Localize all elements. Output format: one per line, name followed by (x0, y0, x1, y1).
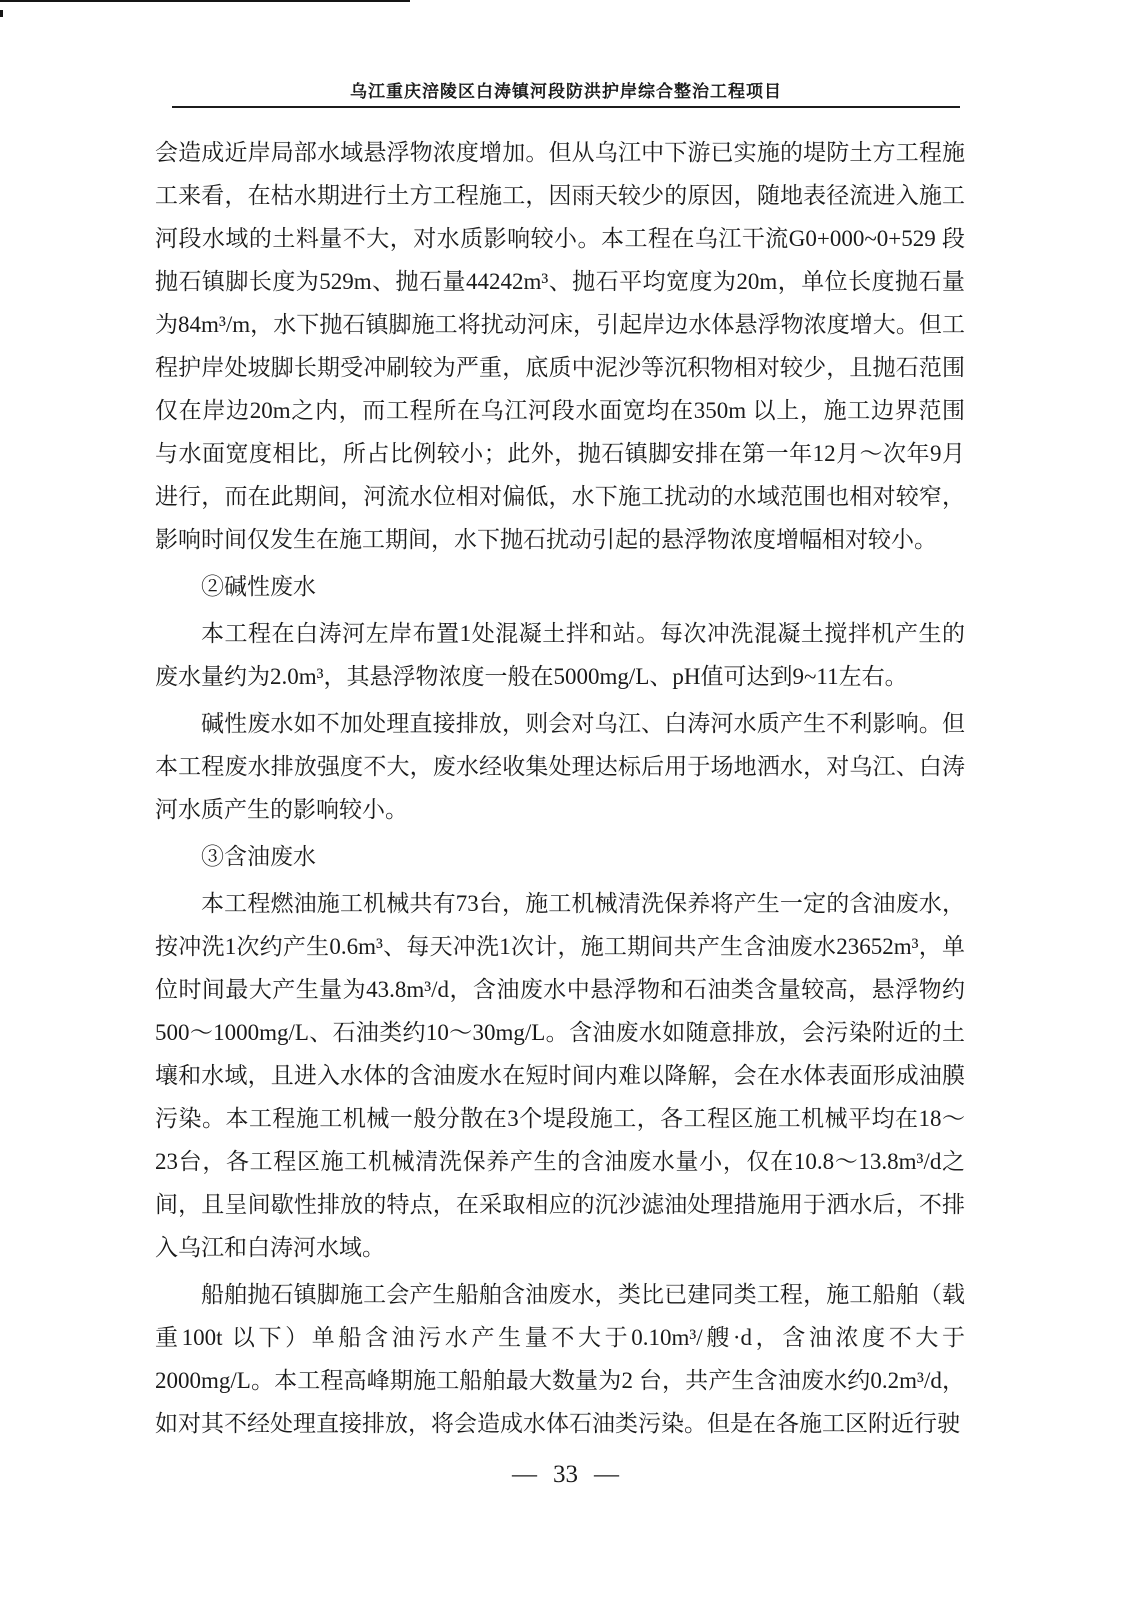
paragraph-alkaline-wastewater-impact: 碱性废水如不加处理直接排放，则会对乌江、白涛河水质产生不利影响。但本工程废水排放强度不大，废水经收集处理达标后用于场地洒水，对乌江、白涛河水质产生的影响较小。 (155, 711, 965, 822)
document-title: 乌江重庆涪陵区白涛镇河段防洪护岸综合整治工程项目 (350, 82, 782, 101)
page-number: 33 (553, 1461, 578, 1488)
document-body (155, 131, 965, 1449)
paragraph-ship-oily-wastewater: 船舶抛石镇脚施工会产生船舶含油废水，类比已建同类工程，施工船舶（载重100t 以下）单船含油污水产生量不大于0.10m³/艘·d，含油浓度不大于2000mg/L。本工程高峰期施工船舶最大数量为2 台，共产生含油废水约0.2m³/d，如对其不经处理直接排放，将会造成水体石油类污染。但是在各施工区附近行驶 (155, 1282, 965, 1436)
subsection-heading-alkaline-wastewater: ②碱性废水 (201, 574, 316, 599)
scan-artifact-left-edge (0, 10, 3, 17)
page-header (172, 82, 960, 108)
paragraph-suspended-solids-continuation: 会造成近岸局部水域悬浮物浓度增加。但从乌江中下游已实施的堤防土方工程施工来看，在枯水期进行土方工程施工，因雨天较少的原因，随地表径流进入施工河段水域的土料量不大，对水质影响较小。本工程在乌江干流G0+000~0+529 段抛石镇脚长度为529m、抛石量44242m³、抛石平均宽度为20m，单位长度抛石量为84m³/m，水下抛石镇脚施工将扰动河床，引起岸边水体悬浮物浓度增大。但工程护岸处坡脚长期受冲刷较为严重，底质中泥沙等沉积物相对较少，且抛石范围仅在岸边20m之内，而工程所在乌江河段水面宽均在350m 以上，施工边界范围与水面宽度相比，所占比例较小；此外，抛石镇脚安排在第一年12月～次年9月进行，而在此期间，河流水位相对偏低，水下施工扰动的水域范围也相对较窄，影响时间仅发生在施工期间，水下抛石扰动引起的悬浮物浓度增幅相对较小。 (155, 140, 965, 552)
page-footer (0, 1460, 1131, 1490)
scan-artifact-top-edge (0, 0, 410, 2)
subsection-heading-oily-wastewater: ③含油废水 (201, 844, 316, 869)
paragraph-machinery-oily-wastewater: 本工程燃油施工机械共有73台，施工机械清洗保养将产生一定的含油废水，按冲洗1次约产生0.6m³、每天冲洗1次计，施工期间共产生含油废水23652m³，单位时间最大产生量为43.8m³/d，含油废水中悬浮物和石油类含量较高，悬浮物约500～1000mg/L、石油类约10～30mg/L。含油废水如随意排放，会污染附近的土壤和水域，且进入水体的含油废水在短时间内难以降解，会在水体表面形成油膜污染。本工程施工机械一般分散在3个堤段施工，各工程区施工机械平均在18～23台，各工程区施工机械清洗保养产生的含油废水量小，仅在10.8～13.8m³/d之间，且呈间歇性排放的特点，在采取相应的沉沙滤油处理措施用于洒水后，不排入乌江和白涛河水域。 (155, 891, 965, 1260)
footer-dash-left: — (512, 1461, 537, 1488)
footer-dash-right: — (594, 1461, 619, 1488)
paragraph-concrete-mixing-station: 本工程在白涛河左岸布置1处混凝土拌和站。每次冲洗混凝土搅拌机产生的废水量约为2.0m³，其悬浮物浓度一般在5000mg/L、pH值可达到9~11左右。 (155, 621, 965, 689)
